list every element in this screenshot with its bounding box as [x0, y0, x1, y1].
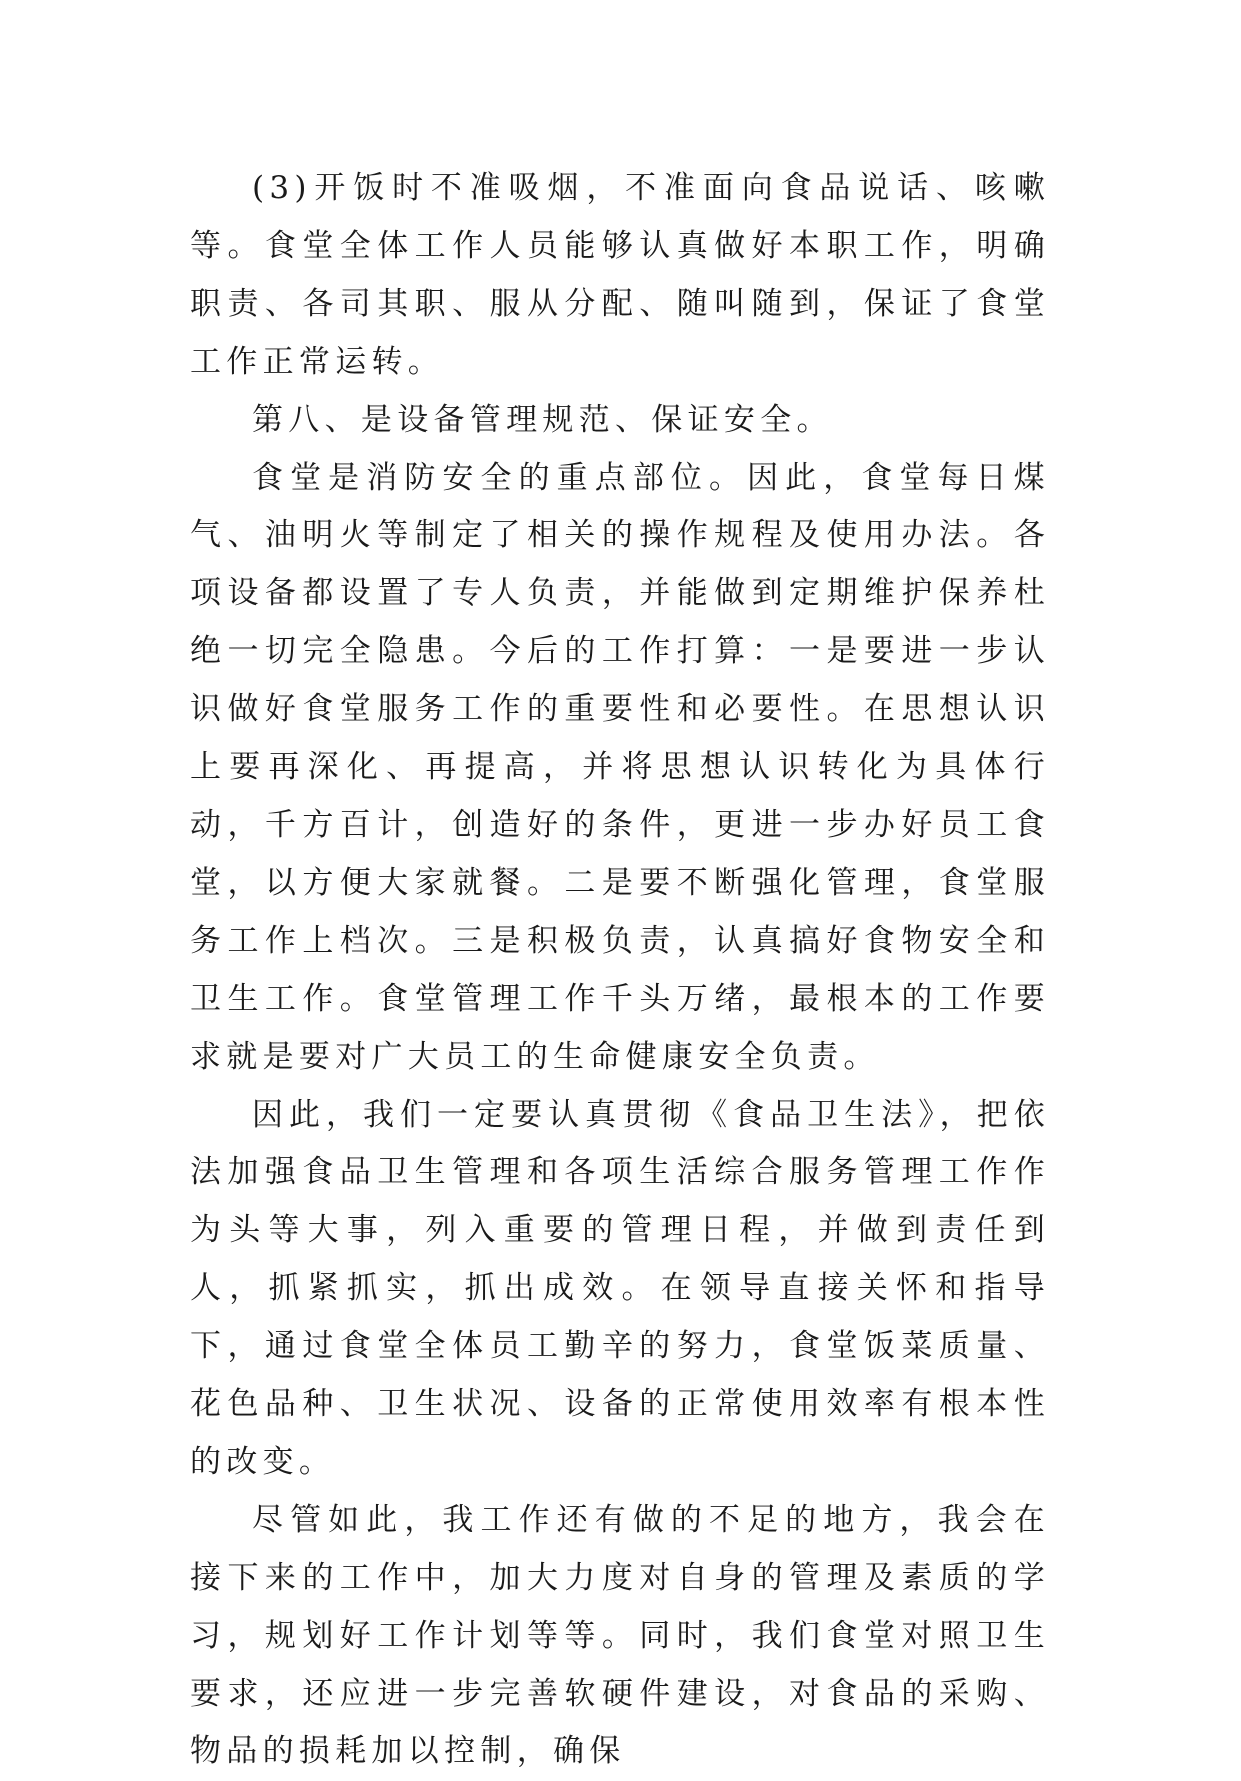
paragraph-fire-safety: 食堂是消防安全的重点部位。因此，食堂每日煤气、油明火等制定了相关的操作规程及使用办法。各项设备都设置了专人负责，并能做到定期维护保养杜绝一切完全隐患。今后的工作打算：一是要进一步认识做好食堂服务工作的重要性和必要性。在思想认识上要再深化、再提高，并将思想认识转化为具体行动，千方百计，创造好的条件，更进一步办好员工食堂，以方便大家就餐。二是要不断强化管理，食堂服务工作上档次。三是积极负责，认真搞好食物安全和卫生工作。食堂管理工作千头万绪，最根本的工作要求就是要对广大员工的生命健康安全负责。 — [190, 459, 1050, 1075]
paragraph-canteen-rules: (3)开饭时不准吸烟，不准面向食品说话、咳嗽等。食堂全体工作人员能够认真做好本职工作，明确职责、各司其职、服从分配、随叫随到，保证了食堂工作正常运转。 — [190, 170, 1050, 380]
paragraph-section-eight-heading: 第八、是设备管理规范、保证安全。 — [252, 401, 833, 438]
document-body — [190, 160, 1050, 1781]
paragraph-shortcomings: 尽管如此，我工作还有做的不足的地方，我会在接下来的工作中，加大力度对自身的管理及素质的学习，规划好工作计划等等。同时，我们食堂对照卫生要求，还应进一步完善软硬件建设，对食品的采购、物品的损耗加以控制，确保 — [190, 1501, 1050, 1770]
paragraph-food-hygiene-law: 因此，我们一定要认真贯彻《食品卫生法》，把依法加强食品卫生管理和各项生活综合服务管理工作作为头等大事，列入重要的管理日程，并做到责任到人，抓紧抓实，抓出成效。在领导直接关怀和指导下，通过食堂全体员工勤辛的努力，食堂饭菜质量、花色品种、卫生状况、设备的正常使用效率有根本性的改变。 — [190, 1096, 1050, 1480]
